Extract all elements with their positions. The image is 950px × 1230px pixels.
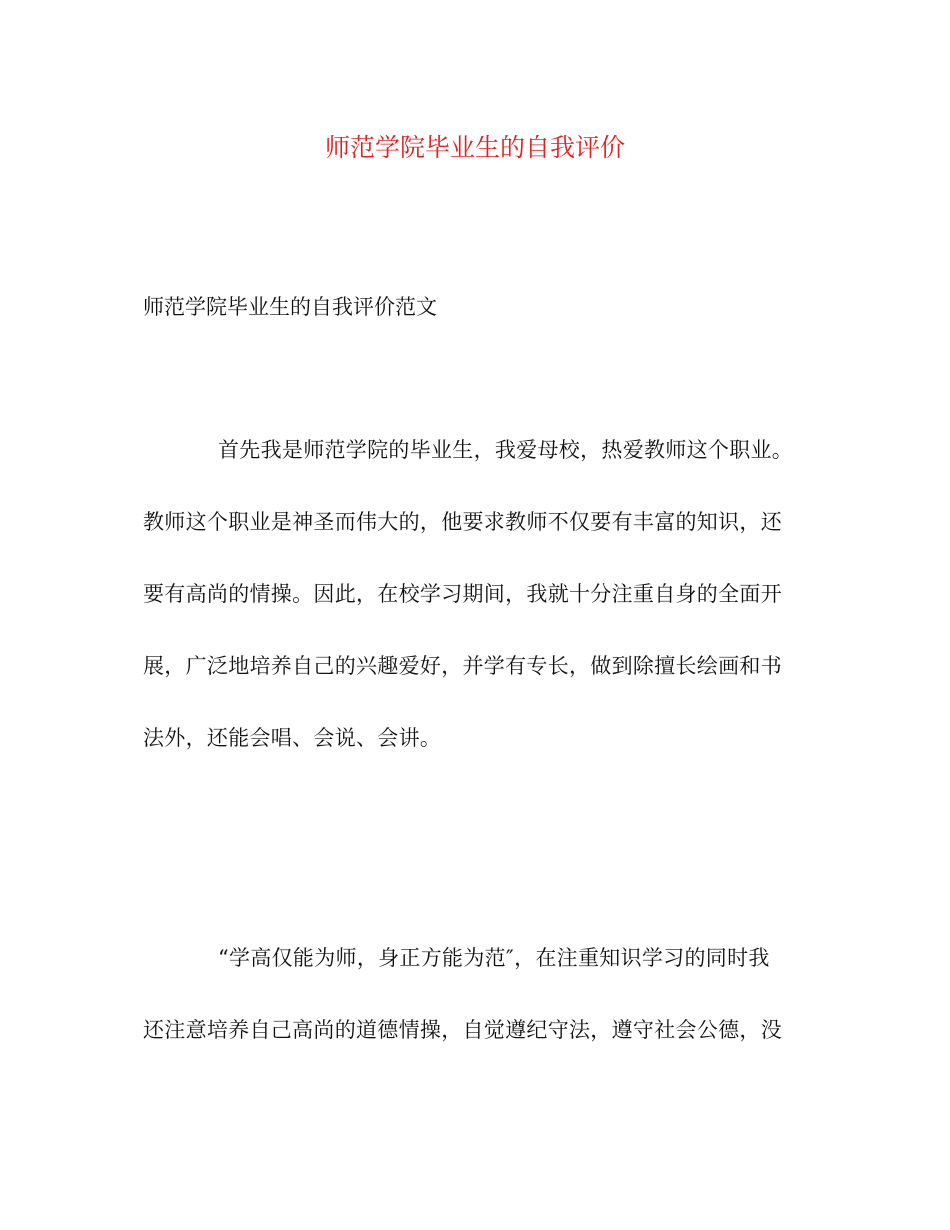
paragraph-1-line-5: 法外，还能会唱、会说、会讲。 [143,726,442,750]
paragraph-1 [143,414,813,774]
paragraph-1-line-1: 首先我是师范学院的毕业生，我爱母校，热爱教师这个职业。 [218,438,794,462]
paragraph-1-line-4: 展，广泛地培养自己的兴趣爱好，并学有专长，做到除擅长绘画和书 [143,654,782,678]
document-subtitle: 师范学院毕业生的自我评价范文 [143,295,437,319]
paragraph-2-line-2: 还注意培养自己高尚的道德情操，自觉遵纪守法，遵守社会公德，没 [143,1018,782,1042]
document-title: 师范学院毕业生的自我评价 [324,133,625,162]
paragraph-2-line-1: “学高仅能为师，身正方能为范″，在注重知识学习的同时我 [218,946,770,970]
paragraph-1-line-2: 教师这个职业是神圣而伟大的，他要求教师不仅要有丰富的知识，还 [143,510,782,534]
paragraph-1-line-3: 要有高尚的情操。因此，在校学习期间，我就十分注重自身的全面开 [143,582,782,606]
paragraph-2 [143,922,813,1066]
